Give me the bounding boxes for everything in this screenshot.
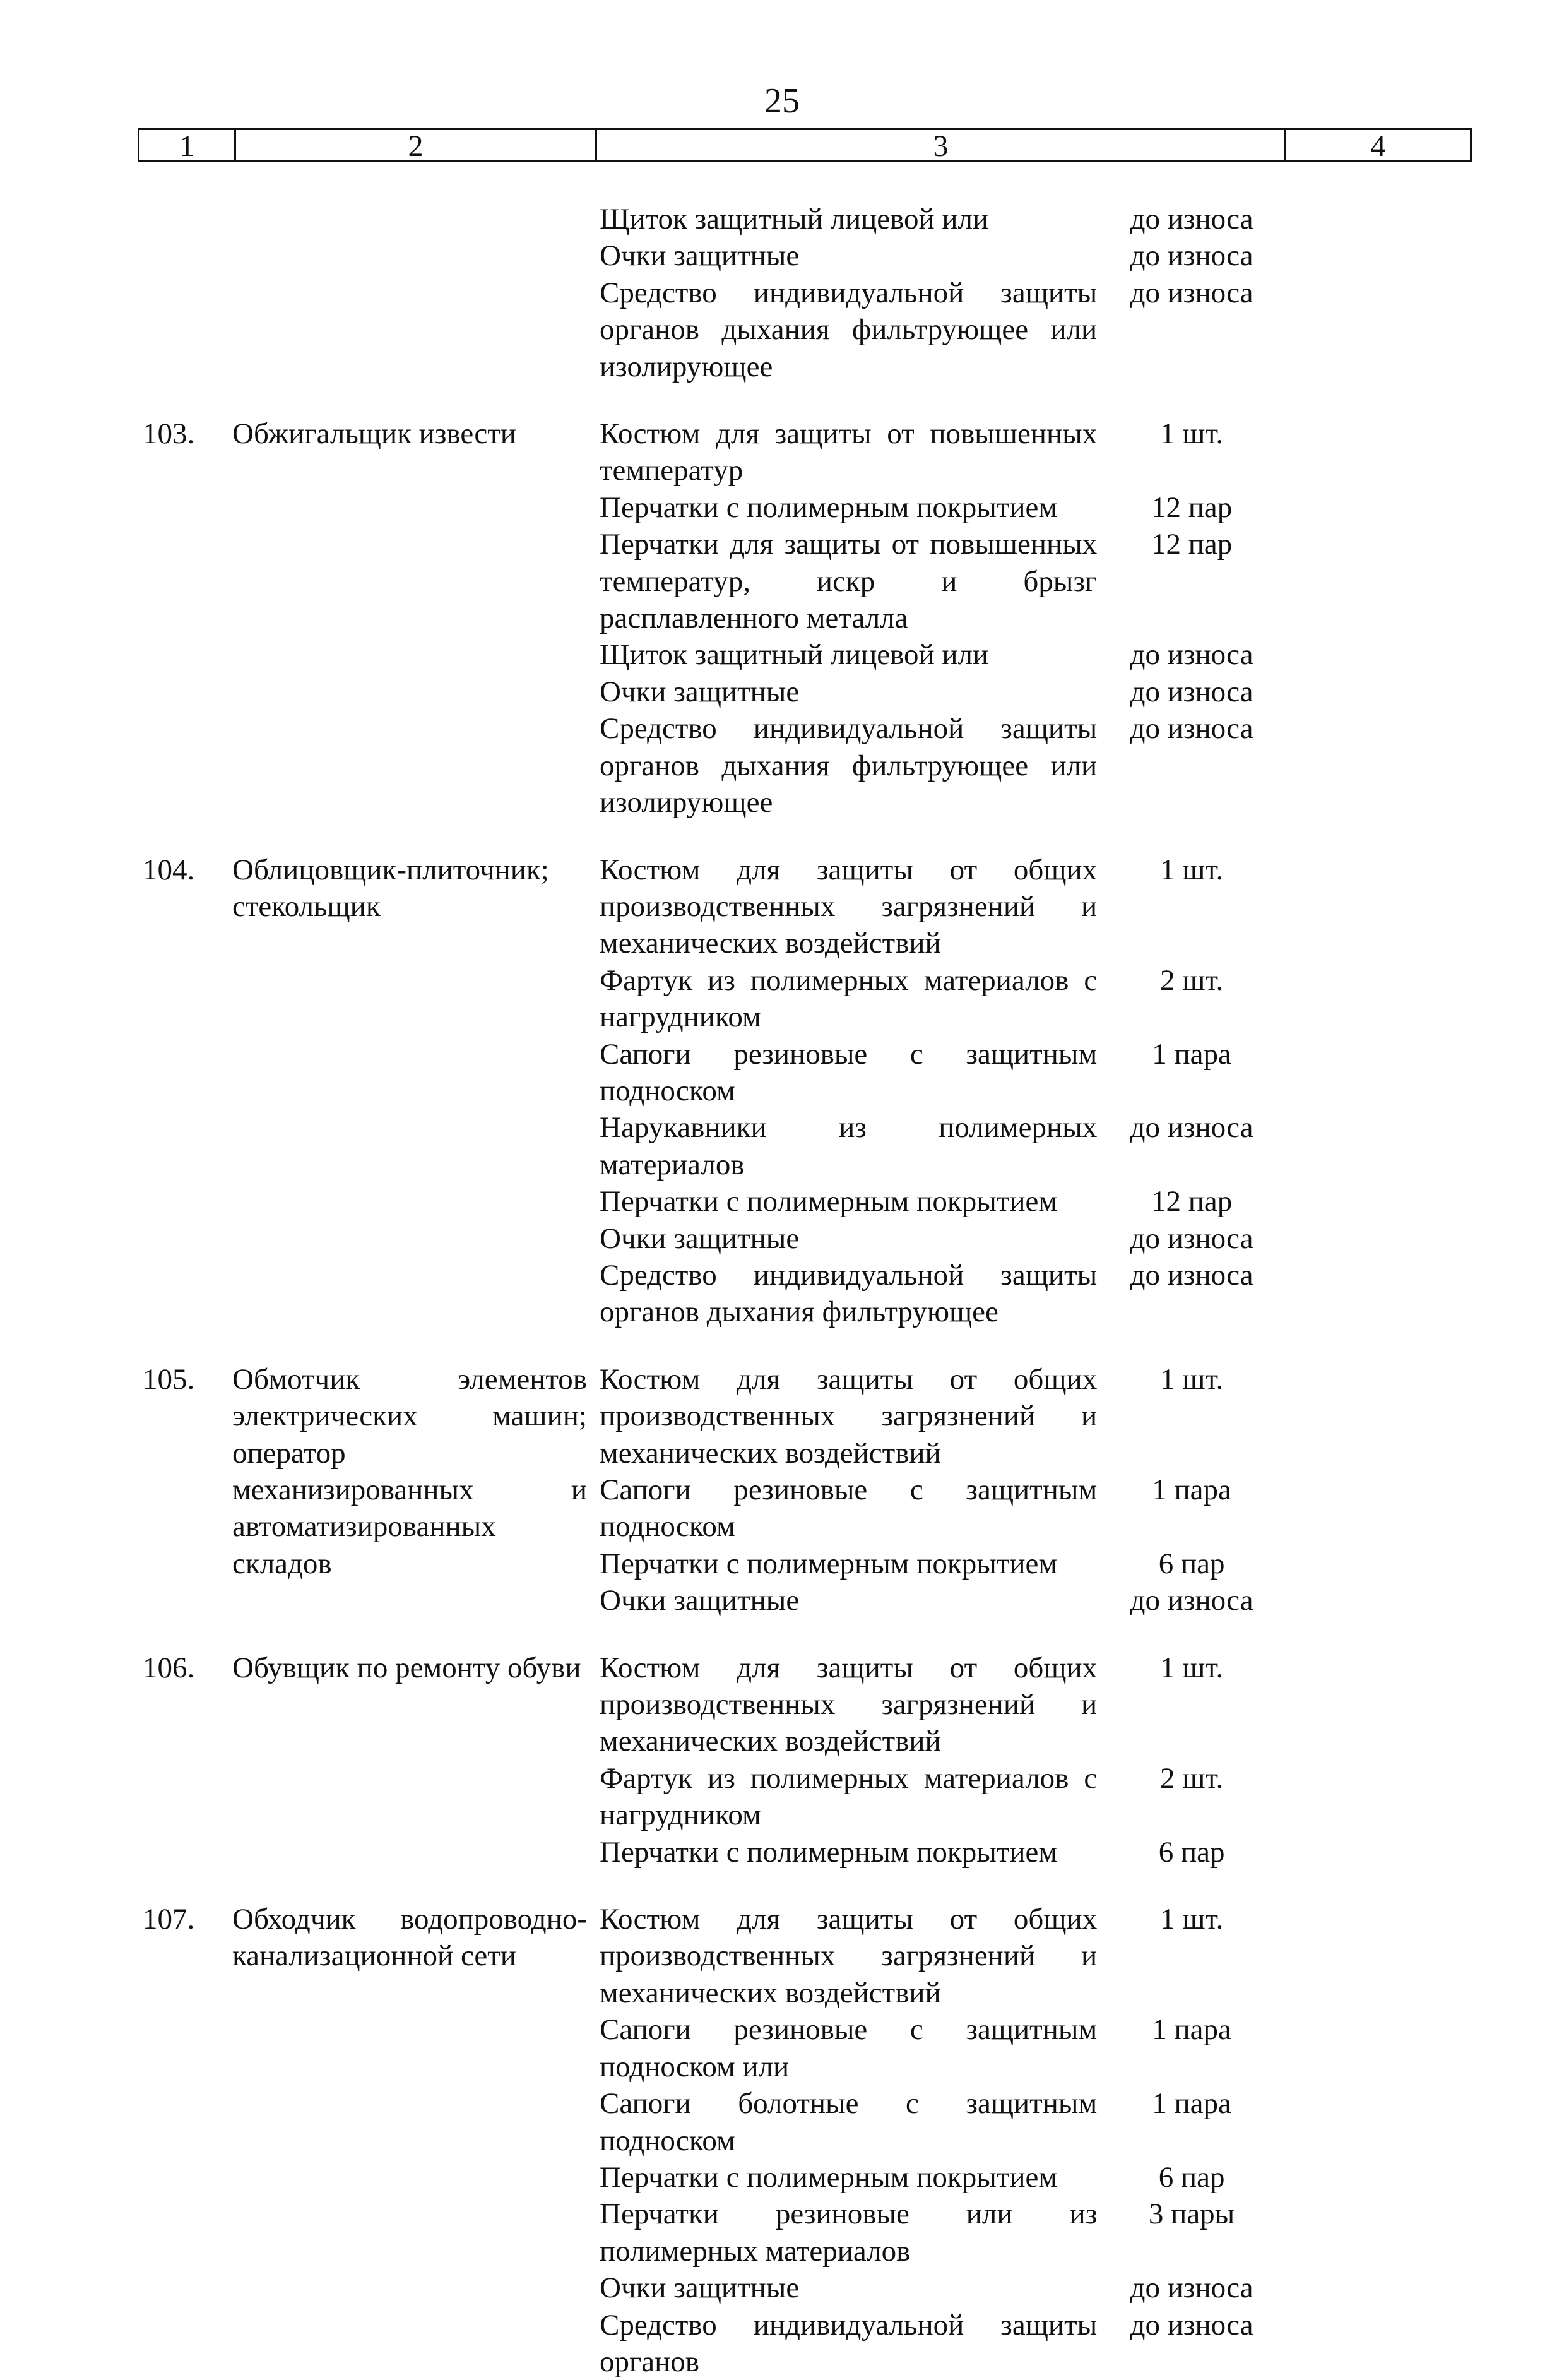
ppe-item-name: Перчатки с полимерным покрытием (600, 491, 1058, 524)
ppe-item (600, 1472, 1261, 1545)
ppe-item (600, 1109, 1261, 1183)
ppe-item-name: Средство индивидуальной защиты органов (600, 2308, 1098, 2378)
ppe-item (600, 1834, 1261, 1871)
row-gap (0, 1871, 1564, 1901)
ppe-item-name: Сапоги резиновые с защитным подноском (600, 1037, 1098, 1107)
ppe-item-quantity: 1 пара (1152, 2013, 1231, 2047)
ppe-item-name: Перчатки с полимерным покрытием (600, 1835, 1058, 1869)
ppe-item-quantity: 1 пара (1152, 2087, 1231, 2121)
row-number: 106. (143, 1651, 195, 1684)
ppe-item-name: Перчатки с полимерным покрытием (600, 2160, 1058, 2194)
ppe-item (600, 2196, 1261, 2270)
ppe-item-quantity: 1 шт. (1160, 1362, 1224, 1396)
ppe-item (600, 526, 1261, 636)
ppe-item-name: Перчатки с полимерным покрытием (600, 1185, 1058, 1218)
ppe-item (600, 1650, 1261, 1760)
column-header-row (138, 128, 1472, 162)
ppe-item-name: Средство индивидуальной защиты органов дыхания фильтрующее или изолирующее (600, 712, 1098, 819)
ppe-item (600, 201, 1261, 237)
ppe-item-name: Костюм для защиты от общих производственных загрязнений и механических воздействий (600, 853, 1098, 960)
ppe-item (600, 1220, 1261, 1257)
profession-name: Обувщик по ремонту обуви (232, 1651, 581, 1684)
ppe-item (600, 2270, 1261, 2306)
row-gap (0, 821, 1564, 852)
ppe-item (600, 636, 1261, 673)
table-row (0, 201, 1564, 385)
ppe-item (600, 1257, 1261, 1331)
ppe-item-name: Средство индивидуальной защиты органов дыхания фильтрующее или изолирующее (600, 276, 1098, 383)
ppe-item-quantity: до износа (1130, 276, 1253, 309)
row-number: 103. (143, 417, 195, 451)
row-gap (0, 1331, 1564, 1361)
ppe-item-quantity: до износа (1130, 1111, 1253, 1145)
profession-name: Облицовщик-плиточник; стекольщик (232, 853, 549, 923)
ppe-list (592, 852, 1261, 1331)
ppe-item-name: Сапоги резиновые с защитным подноском (600, 1473, 1098, 1544)
table-row (0, 1650, 1564, 1871)
ppe-item (600, 489, 1261, 526)
ppe-item (600, 2011, 1261, 2085)
ppe-item-quantity: до износа (1130, 203, 1253, 235)
table-row (0, 852, 1564, 1331)
ppe-item-name: Фартук из полимерных материалов с нагрудником (600, 963, 1098, 1034)
row-number: 104. (143, 853, 195, 886)
ppe-item-quantity: 3 пары (1148, 2198, 1235, 2231)
ppe-item-name: Фартук из полимерных материалов с нагрудником (600, 1761, 1098, 1832)
ppe-item-quantity: 6 пар (1158, 1547, 1225, 1580)
ppe-item (600, 852, 1261, 962)
ppe-item-name: Костюм для защиты от общих производственных загрязнений и механических воздействий (600, 1651, 1098, 1758)
table-row (0, 1361, 1564, 1619)
table-body (0, 201, 1564, 2380)
ppe-item-quantity: 1 шт. (1160, 1903, 1224, 1936)
ppe-item (600, 2085, 1261, 2159)
ppe-item-name: Очки защитные (600, 1222, 800, 1255)
ppe-item-quantity: 1 шт. (1160, 853, 1224, 886)
ppe-item-quantity: 12 пар (1151, 1185, 1233, 1218)
ppe-item-quantity: 1 пара (1152, 1473, 1231, 1506)
ppe-item-quantity: 1 пара (1152, 1037, 1231, 1071)
ppe-item (600, 1361, 1261, 1472)
ppe-item (600, 2159, 1261, 2196)
ppe-item-name: Костюм для защиты от общих производственных загрязнений и механических воздействий (600, 1362, 1098, 1470)
row-number: 105. (143, 1362, 195, 1396)
ppe-item-quantity: 6 пар (1158, 2160, 1225, 2194)
ppe-item-quantity: 2 шт. (1160, 963, 1224, 997)
ppe-item (600, 1036, 1261, 1110)
ppe-item-quantity: до износа (1130, 638, 1253, 672)
ppe-item-name: Щиток защитный лицевой или (600, 638, 989, 672)
profession-name: Обжигальщик извести (232, 417, 516, 451)
ppe-item-quantity: 12 пар (1151, 528, 1233, 561)
row-number (138, 201, 232, 385)
column-header-4: 4 (1284, 130, 1470, 160)
ppe-item-name: Очки защитные (600, 239, 800, 273)
ppe-list (592, 201, 1261, 385)
ppe-item (600, 1545, 1261, 1582)
profession-name (232, 201, 592, 385)
ppe-list (592, 1901, 1261, 2380)
profession-name: Обмотчик элементов электрических машин; оператор механизированных и автоматизированных складов (232, 1362, 587, 1580)
ppe-item-name: Нарукавники из полимерных материалов (600, 1111, 1098, 1181)
ppe-item-name: Сапоги болотные с защитным подноском (600, 2087, 1098, 2157)
ppe-item-name: Очки защитные (600, 1584, 800, 1617)
ppe-item (600, 2307, 1261, 2380)
ppe-item-name: Перчатки с полимерным покрытием (600, 1547, 1058, 1580)
ppe-list (592, 1650, 1261, 1871)
profession-name: Обходчик водопроводно-канализационной сети (232, 1903, 587, 1973)
ppe-item-quantity: 2 шт. (1160, 1761, 1224, 1795)
page-number: 25 (764, 81, 800, 121)
ppe-item-name: Костюм для защиты от повышенных температур (600, 417, 1098, 487)
ppe-item-quantity: 12 пар (1151, 491, 1233, 524)
ppe-item-name: Костюм для защиты от общих производственных загрязнений и механических воздействий (600, 1903, 1098, 2009)
row-gap (0, 1619, 1564, 1650)
ppe-item-quantity: 6 пар (1158, 1835, 1225, 1869)
ppe-item-name: Очки защитные (600, 2271, 800, 2305)
ppe-item (600, 237, 1261, 274)
ppe-item-quantity: 1 шт. (1160, 1651, 1224, 1684)
ppe-item (600, 1183, 1261, 1220)
ppe-item-quantity: до износа (1130, 712, 1253, 746)
ppe-item-name: Средство индивидуальной защиты органов дыхания фильтрующее (600, 1258, 1098, 1329)
column-header-2: 2 (234, 130, 595, 160)
ppe-item (600, 674, 1261, 710)
ppe-item (600, 1901, 1261, 2011)
ppe-item (600, 962, 1261, 1036)
table-row (0, 1901, 1564, 2380)
ppe-item-quantity: до износа (1130, 1258, 1253, 1292)
ppe-item-name: Щиток защитный лицевой или (600, 203, 989, 235)
ppe-item-name: Перчатки резиновые или из полимерных материалов (600, 2198, 1098, 2268)
ppe-item-name: Очки защитные (600, 675, 800, 708)
ppe-item (600, 275, 1261, 385)
ppe-item-quantity: до износа (1130, 675, 1253, 708)
ppe-item (600, 415, 1261, 489)
table-row (0, 415, 1564, 821)
ppe-item-name: Сапоги резиновые с защитным подноском или (600, 2013, 1098, 2083)
row-gap (0, 385, 1564, 415)
ppe-list (592, 1361, 1261, 1619)
column-header-3: 3 (595, 130, 1284, 160)
ppe-item (600, 710, 1261, 821)
ppe-item-quantity: 1 шт. (1160, 417, 1224, 451)
ppe-item-quantity: до износа (1130, 1584, 1253, 1617)
ppe-item-quantity: до износа (1130, 239, 1253, 273)
ppe-item-name: Перчатки для защиты от повышенных температур, искр и брызг расплавленного металла (600, 528, 1098, 635)
ppe-item-quantity: до износа (1130, 2308, 1253, 2341)
ppe-item-quantity: до износа (1130, 1222, 1253, 1255)
row-number: 107. (143, 1903, 195, 1936)
ppe-item (600, 1582, 1261, 1619)
ppe-item (600, 1760, 1261, 1834)
ppe-item-quantity: до износа (1130, 2271, 1253, 2305)
ppe-list (592, 415, 1261, 821)
column-header-1: 1 (179, 129, 194, 163)
